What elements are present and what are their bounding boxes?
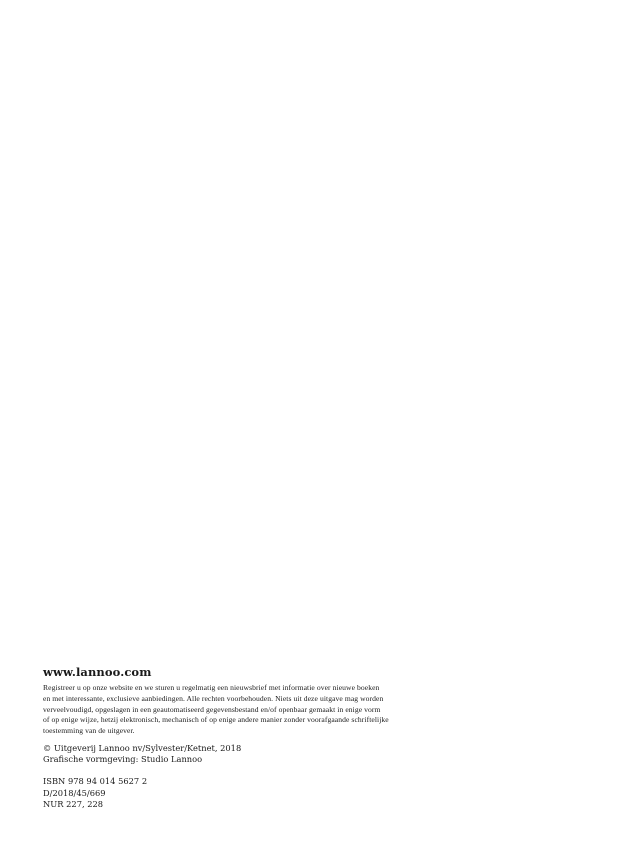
- publisher-website: www.lannoo.com: [43, 665, 152, 679]
- rights-line: of op enige wijze, hetzij elektronisch, mechanisch of op enige andere manier zonder voorafgaande schriftelijke: [43, 715, 389, 725]
- copyright-line: © Uitgeverij Lannoo nv/Sylvester/Ketnet, 2018: [43, 742, 242, 753]
- colophon: [43, 665, 543, 810]
- legal-deposit: D/2018/45/669: [43, 787, 106, 798]
- isbn: ISBN 978 94 014 5627 2: [43, 776, 148, 787]
- book-identifiers: [43, 776, 543, 810]
- rights-line: verveelvoudigd, opgeslagen in een geautomatiseerd gegevensbestand en/of openbaar gemaakt in enige vorm: [43, 704, 381, 714]
- rights-line: en met interessante, exclusieve aanbiedingen. Alle rechten voorbehouden. Niets uit deze uitgave mag worden: [43, 693, 384, 703]
- rights-line: toestemming van de uitgever.: [43, 726, 135, 736]
- nur-code: NUR 227, 228: [43, 798, 104, 809]
- credits: [43, 743, 543, 765]
- rights-line: Registreer u op onze website en we sturen u regelmatig een nieuwsbrief met informatie over nieuwe boeken: [43, 683, 380, 692]
- design-credit: Grafische vormgeving: Studio Lannoo: [43, 754, 203, 765]
- rights-notice: [43, 683, 543, 737]
